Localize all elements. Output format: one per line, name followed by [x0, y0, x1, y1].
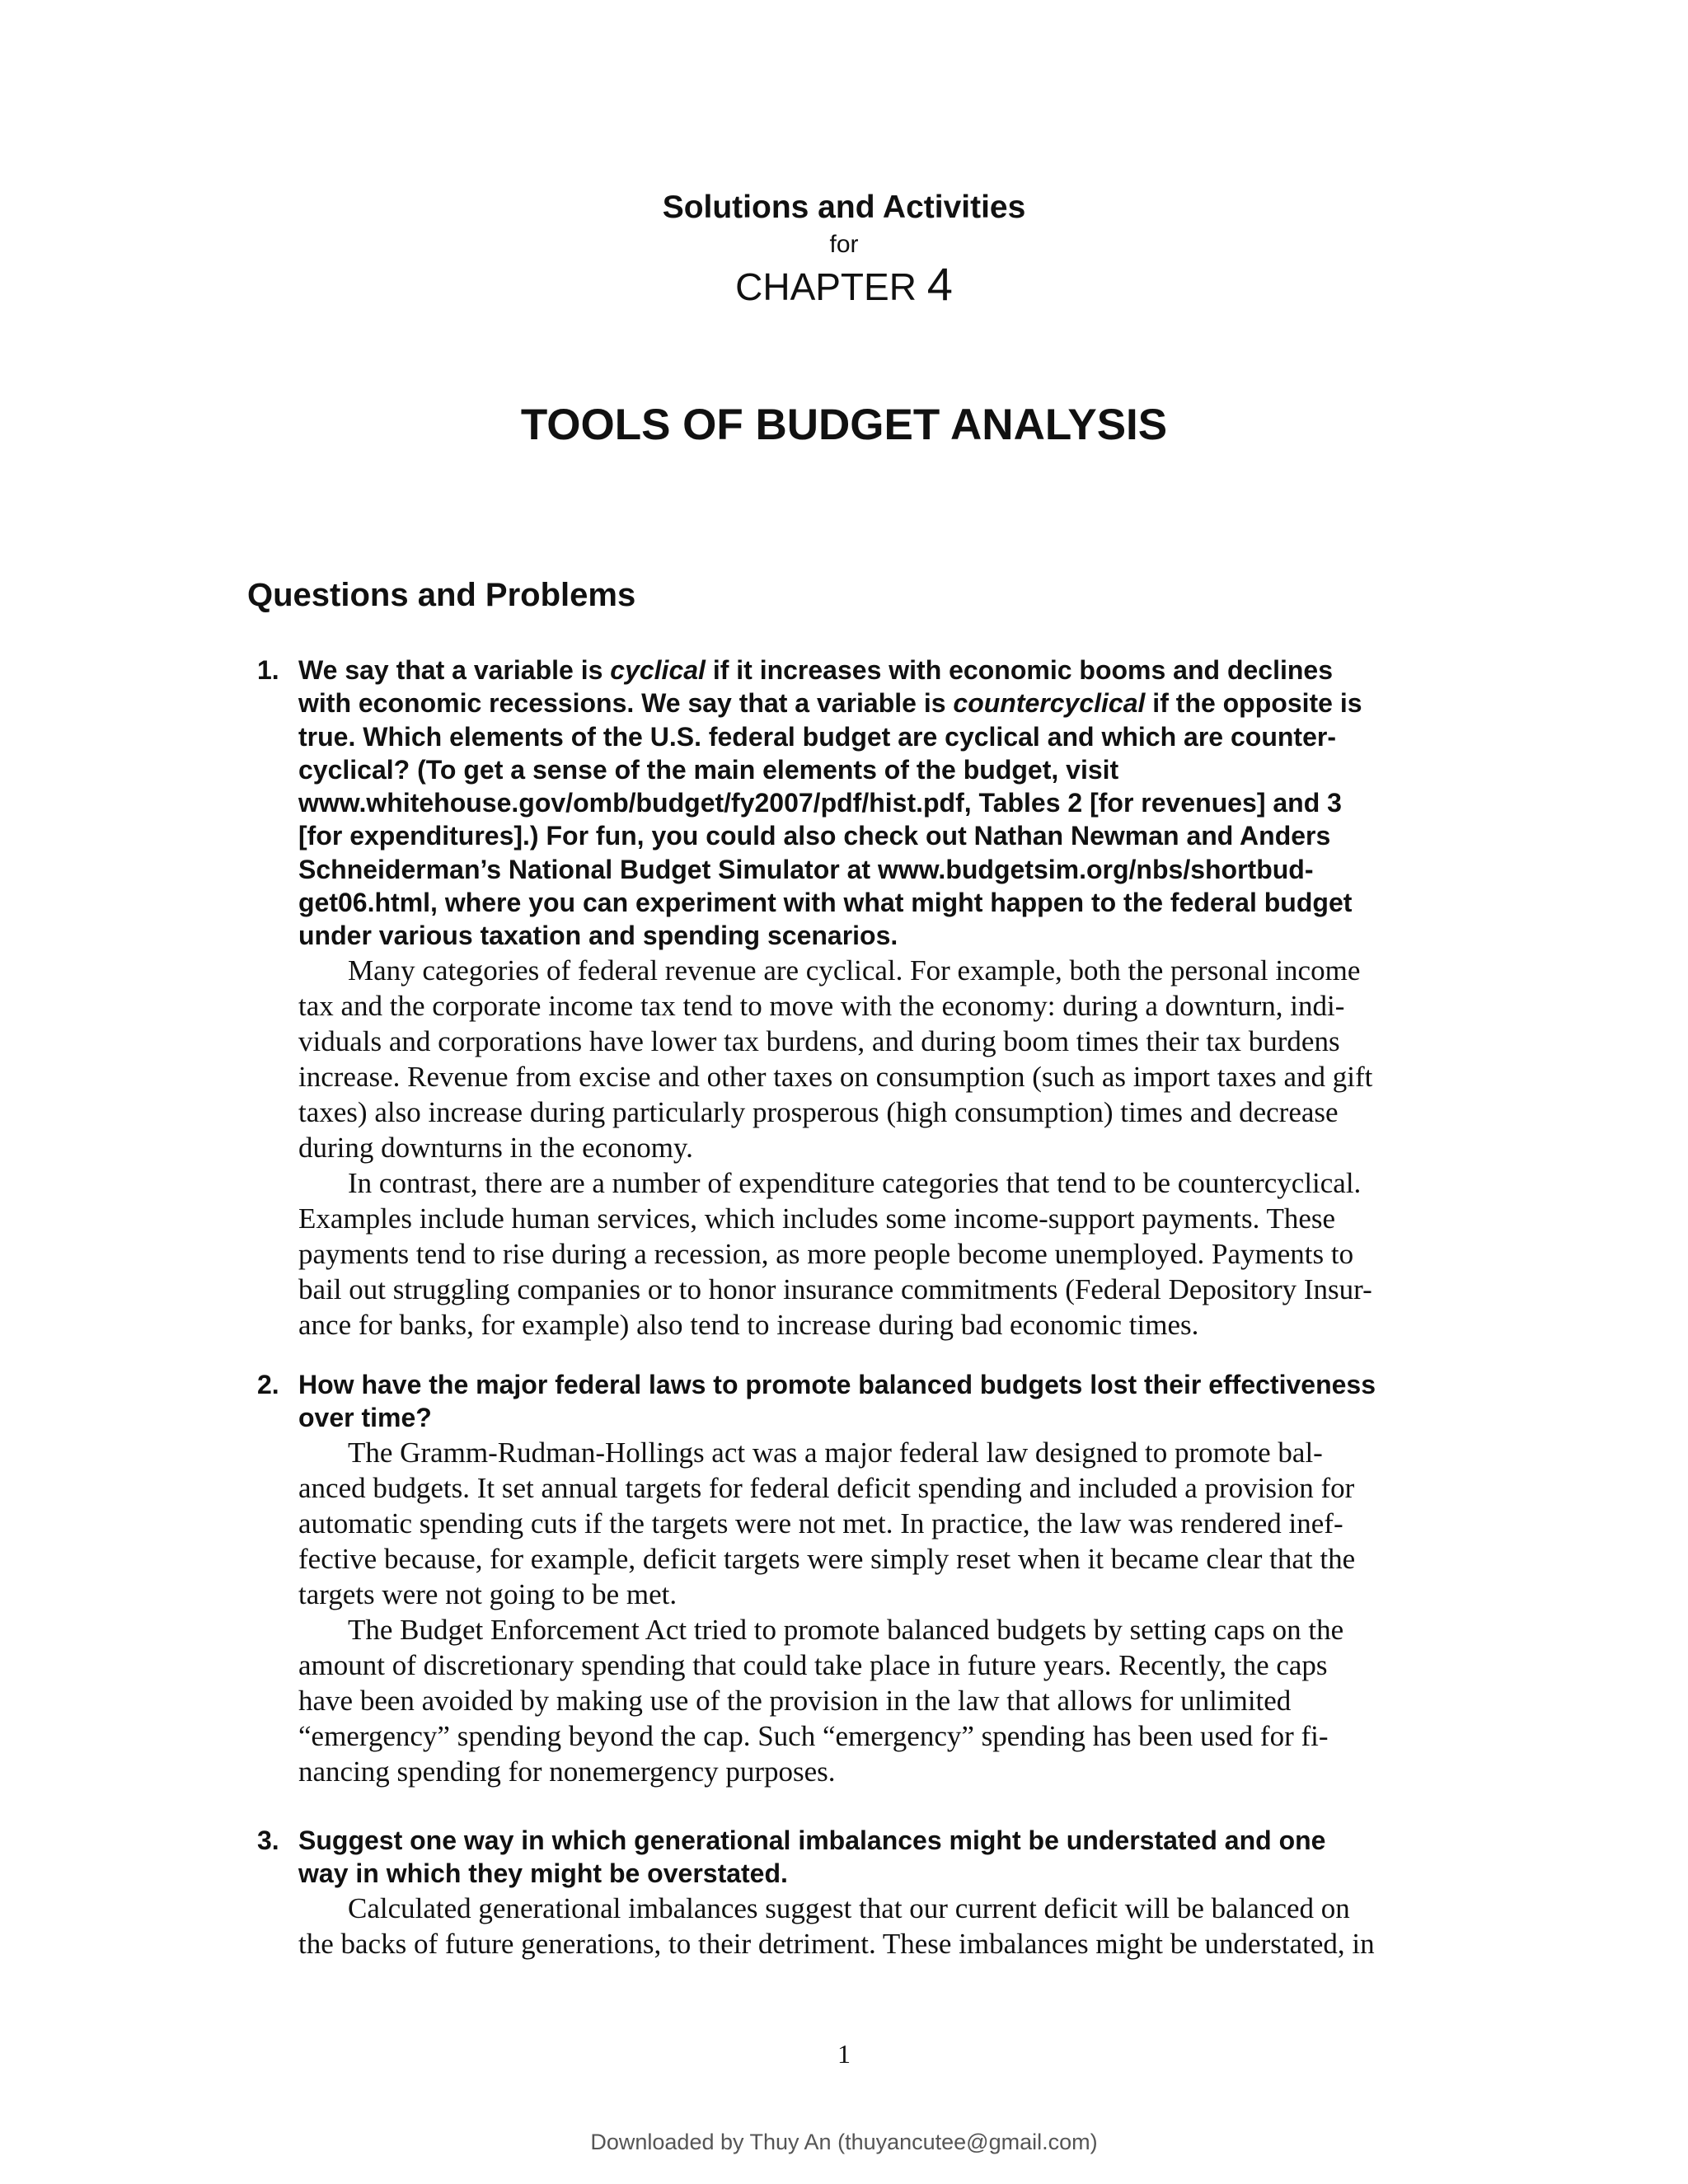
answer-line: fective because, for example, deficit targets were simply reset when it became clear that the [298, 1543, 1356, 1575]
prompt-line: get06.html, where you can experiment with what might happen to the federal budget [298, 888, 1353, 918]
answer-line: bail out struggling companies or to honor insurance commitments (Federal Depository Insur- [298, 1273, 1372, 1305]
question-prompt [298, 1824, 1477, 1891]
answer-text [298, 1891, 1477, 1961]
answer-line: “emergency” spending beyond the cap. Such “emergency” spending has been used for fi- [298, 1720, 1329, 1752]
question-number: 2. [257, 1370, 279, 1399]
answer-line: nancing spending for nonemergency purposes. [298, 1755, 836, 1788]
prompt-line: way in which they might be overstated. [298, 1858, 788, 1889]
question-prompt [298, 654, 1477, 953]
prompt-text: with economic recessions. We say that a variable is [298, 688, 954, 719]
prompt-line: Schneiderman’s National Budget Simulator at www.budgetsim.org/nbs/shortbud- [298, 854, 1314, 884]
answer-line: increase. Revenue from excise and other taxes on consumption (such as import taxes and gift [298, 1061, 1373, 1093]
page-number: 1 [837, 2039, 851, 2069]
answer-line: taxes) also increase during particularly prosperous (high consumption) times and decrease [298, 1096, 1339, 1128]
chapter-heading [0, 257, 1688, 311]
answer-line: Many categories of federal revenue are cyclical. For example, both the personal income [348, 954, 1361, 987]
download-footer: Downloaded by Thuy An (thuyancutee@gmail.com) [590, 2130, 1098, 2154]
prompt-line: www.whitehouse.gov/omb/budget/fy2007/pdf/hist.pdf, Tables 2 [for revenues] and 3 [298, 788, 1342, 818]
prompt-line: Suggest one way in which generational imbalances might be understated and one [298, 1825, 1326, 1855]
chapter-word: CHAPTER [735, 265, 917, 308]
prompt-line: true. Which elements of the U.S. federal budget are cyclical and which are counter- [298, 721, 1336, 752]
prompt-text: We say that a variable is [298, 655, 611, 685]
heading-solutions: Solutions and Activities [662, 190, 1026, 225]
prompt-text: if the opposite is [1145, 688, 1362, 719]
prompt-emphasis: cyclical [610, 655, 706, 685]
answer-line: ance for banks, for example) also tend to increase during bad economic times. [298, 1309, 1199, 1341]
answer-line: payments tend to rise during a recession, as more people become unemployed. Payments to [298, 1238, 1354, 1270]
answer-line: The Gramm-Rudman-Hollings act was a major federal law designed to promote bal- [348, 1436, 1323, 1469]
chapter-number: 4 [926, 258, 953, 310]
page-title: TOOLS OF BUDGET ANALYSIS [520, 401, 1168, 449]
prompt-line [298, 687, 1477, 719]
answer-line: anced budgets. It set annual targets for federal deficit spending and included a provision for [298, 1472, 1355, 1504]
question-number: 1. [257, 655, 279, 685]
answer-line: targets were not going to be met. [298, 1578, 678, 1610]
prompt-line: [for expenditures].) For fun, you could also check out Nathan Newman and Anders [298, 821, 1331, 851]
prompt-line: How have the major federal laws to promote balanced budgets lost their effectiveness [298, 1370, 1376, 1399]
answer-line: In contrast, there are a number of expenditure categories that tend to be countercyclical. [348, 1167, 1362, 1199]
answer-line: Examples include human services, which includes some income-support payments. These [298, 1202, 1336, 1235]
heading-for: for [829, 231, 859, 258]
prompt-line [298, 654, 1477, 687]
prompt-line: under various taxation and spending scenarios. [298, 921, 898, 951]
prompt-emphasis: countercyclical [953, 688, 1146, 719]
prompt-text: if it increases with economic booms and declines [705, 655, 1334, 685]
answer-line: viduals and corporations have lower tax burdens, and during boom times their tax burdens [298, 1025, 1340, 1057]
answer-line: automatic spending cuts if the targets were not met. In practice, the law was rendered inef- [298, 1507, 1343, 1540]
answer-line: The Budget Enforcement Act tried to promote balanced budgets by setting caps on the [348, 1614, 1344, 1646]
answer-text [298, 1435, 1477, 1789]
prompt-line: over time? [298, 1403, 432, 1433]
question-number: 3. [257, 1825, 279, 1855]
answer-text [298, 953, 1477, 1343]
answer-line: during downturns in the economy. [298, 1132, 693, 1164]
answer-line: have been avoided by making use of the provision in the law that allows for unlimited [298, 1685, 1292, 1717]
answer-line: tax and the corporate income tax tend to move with the economy: during a downturn, indi- [298, 990, 1345, 1022]
section-heading: Questions and Problems [247, 577, 636, 613]
answer-line: Calculated generational imbalances suggest that our current deficit will be balanced on [348, 1892, 1350, 1924]
prompt-line: cyclical? (To get a sense of the main elements of the budget, visit [298, 754, 1119, 785]
question-prompt [298, 1368, 1477, 1435]
answer-line: amount of discretionary spending that could take place in future years. Recently, the caps [298, 1649, 1328, 1681]
answer-line: the backs of future generations, to their detriment. These imbalances might be understated, in [298, 1928, 1375, 1960]
